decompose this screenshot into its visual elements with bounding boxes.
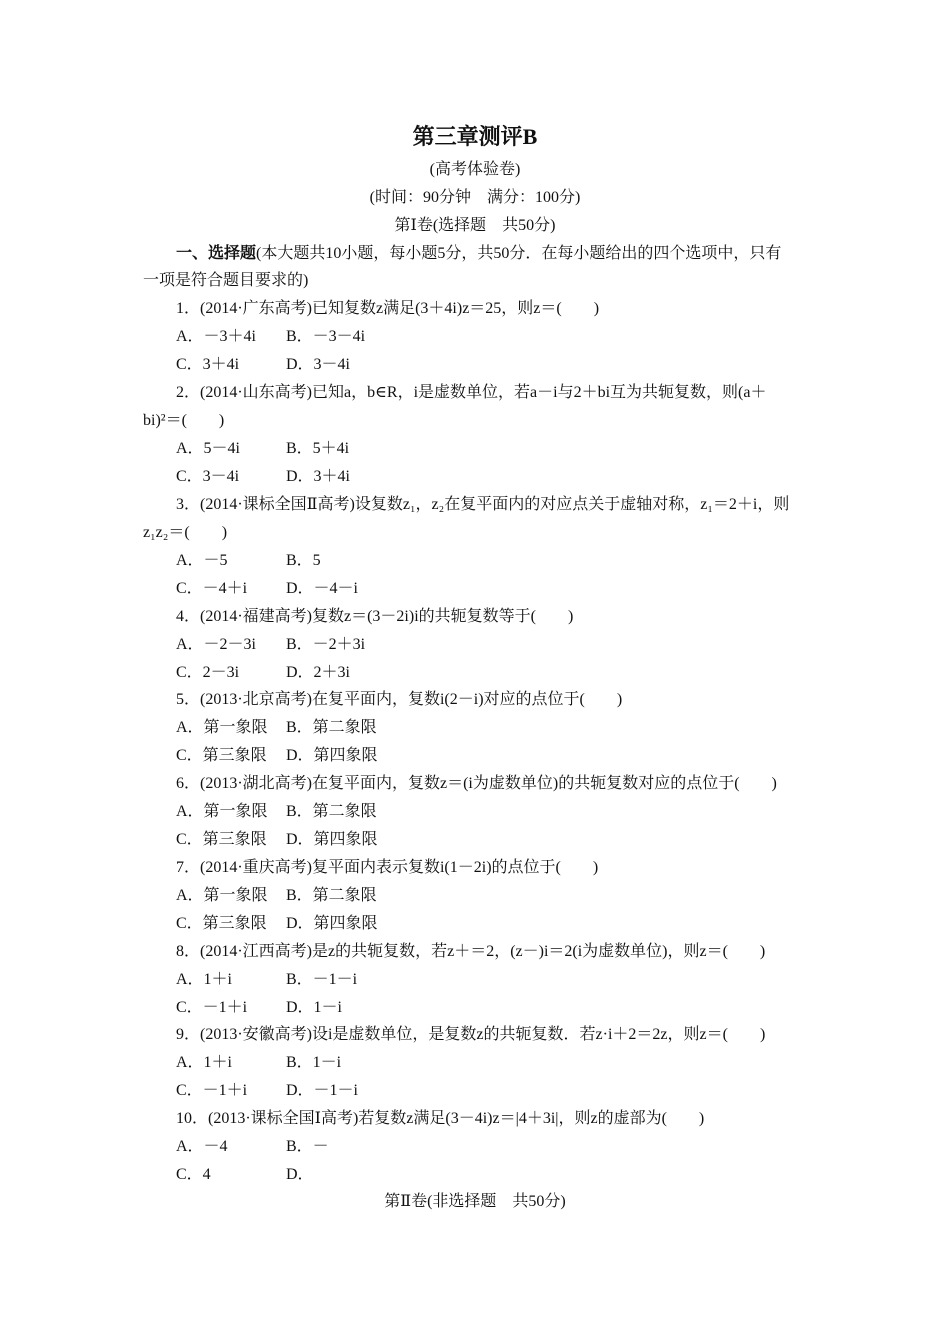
option-d: D．－4－i — [286, 580, 359, 597]
section1-intro-text: (本大题共10小题，每小题5分，共50分．在每小题给出的四个选项中，只有 — [256, 245, 782, 262]
question-stem: 5．(2013·北京高考)在复平面内，复数i(2－i)对应的点位于( ) — [176, 691, 623, 708]
option-row — [176, 746, 378, 766]
option-row — [176, 802, 377, 822]
option-row — [176, 355, 350, 375]
option-c: C．第三象限 — [176, 831, 267, 848]
option-row — [176, 439, 349, 459]
option-c: C．－4＋i — [176, 580, 248, 597]
option-a: A．1＋i — [176, 1054, 233, 1071]
question-stem: 6．(2013·湖北高考)在复平面内，复数z＝(i为虚数单位)的共轭复数对应的点位于( ) — [176, 775, 777, 792]
option-b: B．－3－4i — [286, 328, 366, 345]
question-stem: 2．(2014·山东高考)已知a，b∈R，i是虚数单位，若a－i与2＋bi互为共轭复数，则(a＋ — [176, 384, 767, 401]
question-stem: 3．(2014·课标全国Ⅱ高考)设复数z₁，z₂在复平面内的对应点关于虚轴对称，z₁＝2＋i，则 — [176, 496, 790, 513]
option-row — [176, 970, 357, 990]
question-stem: 9．(2013·安徽高考)设i是虚数单位，是复数z的共轭复数．若z·i＋2＝2z，则z＝( ) — [176, 1026, 766, 1043]
option-row — [176, 1165, 314, 1185]
option-c: C．3＋4i — [176, 356, 240, 373]
option-a: A．－4 — [176, 1138, 228, 1155]
part2-heading: 第Ⅱ卷(非选择题 共50分) — [384, 1193, 566, 1210]
option-d: D．3＋4i — [286, 468, 351, 485]
option-a: A．－3＋4i — [176, 328, 257, 345]
option-row — [176, 635, 365, 655]
option-row — [176, 327, 365, 347]
option-row — [176, 551, 321, 571]
option-c: C．第三象限 — [176, 915, 267, 932]
page-title: 第三章测评B — [412, 124, 538, 149]
option-c: C．2－3i — [176, 664, 240, 681]
option-d: D． — [286, 1166, 314, 1183]
option-row — [176, 998, 342, 1018]
question-stem-cont: bi)²＝( ) — [143, 412, 225, 429]
option-row — [176, 718, 377, 738]
question-stem: 10．(2013·课标全国Ⅰ高考)若复数z满足(3－4i)z＝|4＋3i|，则z的虚部为( ) — [176, 1110, 705, 1127]
option-a: A．第一象限 — [176, 887, 268, 904]
option-row — [176, 467, 350, 487]
option-a: A．1＋i — [176, 971, 233, 988]
exam-time-info: (时间：90分钟 满分：100分) — [369, 189, 581, 206]
option-row — [176, 663, 350, 683]
option-c: C．第三象限 — [176, 747, 267, 764]
option-b: B．5＋4i — [286, 440, 350, 457]
section1-intro-cont: 一项是符合题目要求的) — [143, 272, 309, 289]
section1-label: 一、选择题 — [176, 245, 257, 262]
option-b: B．5 — [286, 552, 321, 569]
question-stem-cont: z₁z₂＝( ) — [143, 524, 228, 541]
option-b: B．第二象限 — [286, 803, 377, 820]
option-c: C．－1＋i — [176, 1082, 248, 1099]
option-row — [176, 886, 377, 906]
option-c: C．3－4i — [176, 468, 240, 485]
option-a: A．－2－3i — [176, 636, 257, 653]
option-row — [176, 1081, 358, 1101]
option-c: C．4 — [176, 1166, 211, 1183]
option-row — [176, 830, 378, 850]
option-b: B．－1－i — [286, 971, 358, 988]
option-row — [176, 914, 378, 934]
option-b: B．－2＋3i — [286, 636, 366, 653]
option-d: D．3－4i — [286, 356, 351, 373]
option-row — [176, 1137, 329, 1157]
option-row — [176, 1053, 341, 1073]
option-d: D．2＋3i — [286, 664, 351, 681]
option-a: A．－5 — [176, 552, 228, 569]
option-b: B．1－i — [286, 1054, 342, 1071]
option-b: B．第二象限 — [286, 719, 377, 736]
question-stem: 1．(2014·广东高考)已知复数z满足(3＋4i)z＝25，则z＝( ) — [176, 300, 600, 317]
option-row — [176, 579, 358, 599]
option-d: D．第四象限 — [286, 915, 378, 932]
option-a: A．第一象限 — [176, 803, 268, 820]
page-subtitle: (高考体验卷) — [429, 161, 521, 178]
question-stem: 7．(2014·重庆高考)复平面内表示复数i(1－2i)的点位于( ) — [176, 859, 599, 876]
option-c: C．－1＋i — [176, 999, 248, 1016]
option-a: A．5－4i — [176, 440, 241, 457]
option-d: D．－1－i — [286, 1082, 359, 1099]
option-d: D．第四象限 — [286, 831, 378, 848]
option-d: D．第四象限 — [286, 747, 378, 764]
question-stem: 4．(2014·福建高考)复数z＝(3－2i)i的共轭复数等于( ) — [176, 608, 574, 625]
option-b: B．第二象限 — [286, 887, 377, 904]
section1-intro — [176, 244, 781, 264]
question-stem: 8．(2014·江西高考)是z的共轭复数，若z＋＝2，(z－)i＝2(i为虚数单位)，则z＝( ) — [176, 943, 766, 960]
part1-heading: 第Ⅰ卷(选择题 共50分) — [394, 217, 556, 234]
option-b: B．－ — [286, 1138, 329, 1155]
option-d: D．1－i — [286, 999, 343, 1016]
option-a: A．第一象限 — [176, 719, 268, 736]
